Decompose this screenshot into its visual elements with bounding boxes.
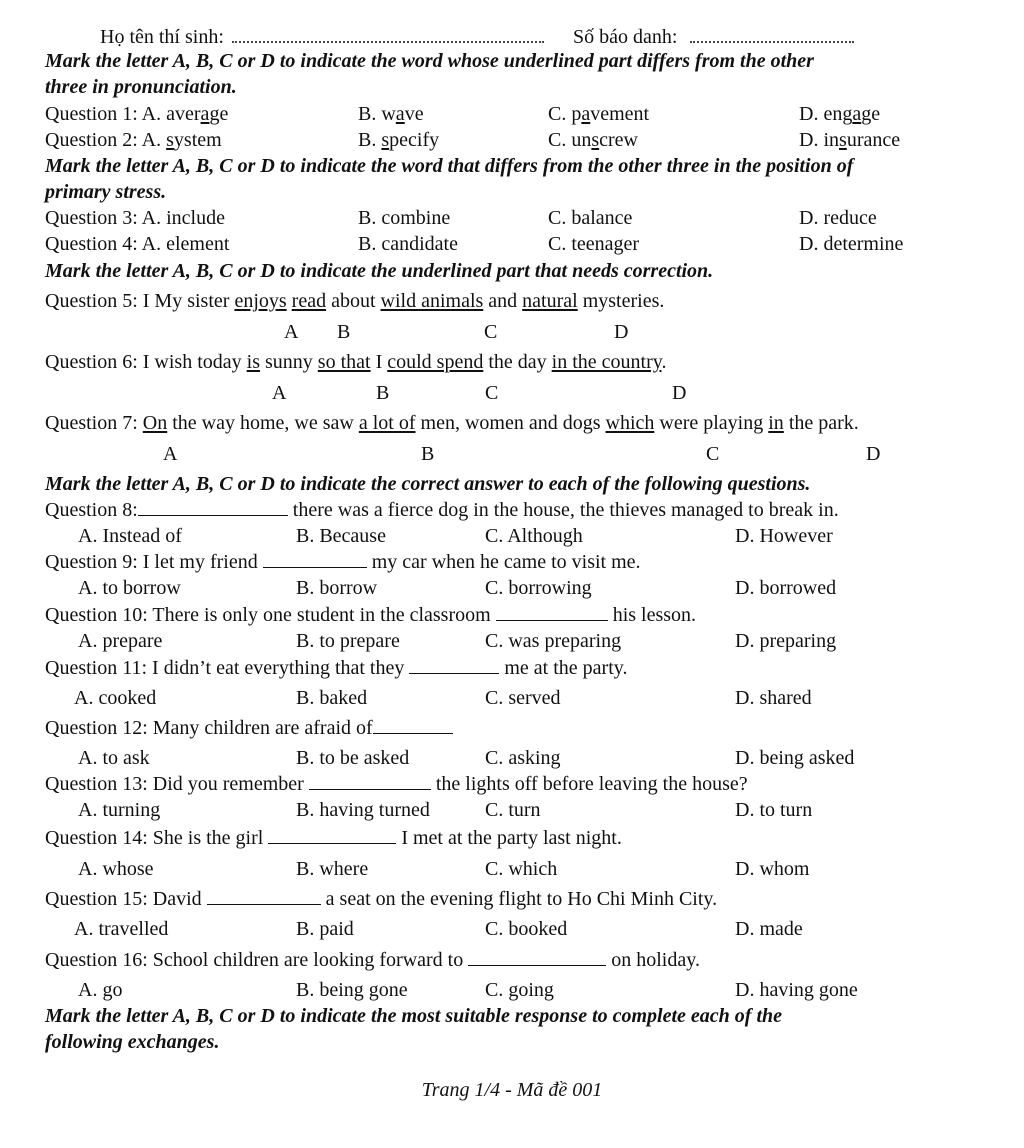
question-stem: Question 8: there was a fierce dog in the house, the thieves managed to break in. [45, 499, 839, 521]
question-stem: Question 9: I let my friend my car when he came to visit me. [45, 551, 641, 573]
option-b: B. to prepare [296, 630, 400, 652]
option-b: B. baked [296, 687, 368, 709]
marker-b: B [376, 382, 390, 404]
question-10 [0, 602, 1024, 628]
option-a: A. go [78, 979, 123, 1001]
option-d: D. being asked [735, 747, 855, 769]
option-c: C. which [485, 858, 558, 880]
option-d: D. insurance [799, 129, 901, 151]
question-13 [0, 771, 1024, 797]
instruction-text: Mark the letter A, B, C or D to indicate the word whose underlined part differs from the other [45, 50, 814, 72]
option-b: B. Because [296, 525, 386, 547]
option-c: C. borrowing [485, 577, 592, 599]
option-a: A. turning [78, 799, 161, 821]
page-footer [0, 1077, 1024, 1103]
option-b: B. where [296, 858, 369, 880]
section1-instruction [0, 48, 1024, 74]
question-stem: Question 12: Many children are afraid of [45, 715, 453, 741]
marker-d: D [614, 321, 629, 343]
question-stem: Question 15: David a seat on the evening flight to Ho Chi Minh City. [45, 888, 718, 910]
option-d: D. made [735, 918, 803, 940]
section5-instruction-cont [0, 1029, 1024, 1055]
section2-instruction-cont [0, 179, 1024, 205]
option-c: C. Although [485, 525, 583, 547]
option-a: A. to ask [78, 747, 150, 769]
marker-b: B [421, 443, 435, 465]
marker-d: D [672, 382, 687, 404]
marker-a: A [272, 382, 287, 404]
option-d: D. to turn [735, 799, 813, 821]
option-c: C. going [485, 979, 554, 1001]
answer-blank [409, 657, 499, 674]
question-9-options [0, 575, 1024, 601]
instruction-text: following exchanges. [45, 1031, 220, 1053]
option-b: B. borrow [296, 577, 378, 599]
answer-blank [496, 604, 608, 621]
option-a: A. Instead of [78, 525, 182, 547]
option-a: A. cooked [74, 687, 157, 709]
question-15 [0, 886, 1024, 912]
question-sentence: Question 5: I My sister enjoys read about wild animals and natural mysteries. [45, 290, 665, 312]
question-stem: Question 13: Did you remember the lights off before leaving the house? [45, 773, 748, 795]
marker-a: A [163, 443, 178, 465]
option-b: B. specify [358, 129, 440, 151]
candidate-name-field[interactable] [232, 24, 544, 50]
option-a: A. prepare [78, 630, 163, 652]
question-8 [0, 497, 1024, 523]
option-d: D. engage [799, 103, 881, 125]
option-d: D. whom [735, 858, 810, 880]
question-13-options [0, 797, 1024, 823]
marker-d: D [866, 443, 881, 465]
option-b: B. wave [358, 103, 424, 125]
option-d: D. reduce [799, 207, 877, 229]
option-b: B. combine [358, 207, 451, 229]
option-d: D. borrowed [735, 577, 837, 599]
option-b: B. being gone [296, 979, 408, 1001]
question-7 [0, 410, 1024, 436]
answer-blank [268, 827, 396, 844]
option-b: B. candidate [358, 233, 458, 255]
question-10-options [0, 628, 1024, 654]
option-c: C. was preparing [485, 630, 622, 652]
instruction-text: Mark the letter A, B, C or D to indicate the most suitable response to complete each of the [45, 1005, 783, 1027]
instruction-text: three in pronunciation. [45, 76, 237, 98]
question-11 [0, 655, 1024, 681]
instruction-text: Mark the letter A, B, C or D to indicate the correct answer to each of the following questions. [45, 473, 811, 495]
marker-b: B [337, 321, 351, 343]
question-12 [0, 715, 1024, 741]
marker-c: C [706, 443, 720, 465]
question-8-options [0, 523, 1024, 549]
question-1 [0, 101, 1024, 127]
section2-instruction [0, 153, 1024, 179]
section4-instruction [0, 471, 1024, 497]
instruction-text: Mark the letter A, B, C or D to indicate the underlined part that needs correction. [45, 260, 714, 282]
answer-blank [138, 499, 288, 516]
option-c: C. balance [548, 207, 633, 229]
section5-instruction [0, 1003, 1024, 1029]
instruction-text: Mark the letter A, B, C or D to indicate the word that differs from the other three in the position of [45, 155, 854, 177]
option-d: D. determine [799, 233, 904, 255]
candidate-name-label: Họ tên thí sinh: [100, 26, 224, 48]
answer-blank [263, 551, 367, 568]
question-16-options [0, 977, 1024, 1003]
question-9 [0, 549, 1024, 575]
answer-blank [309, 773, 431, 790]
question-12-options [0, 745, 1024, 771]
question-label: Question 1: A. average [45, 103, 229, 125]
option-b: B. to be asked [296, 747, 410, 769]
option-d: D. preparing [735, 630, 837, 652]
question-stem: Question 14: She is the girl I met at the party last night. [45, 827, 622, 849]
question-stem: Question 11: I didn’t eat everything that they me at the party. [45, 657, 628, 679]
question-6 [0, 349, 1024, 375]
candidate-id-field[interactable] [690, 24, 854, 50]
question-2 [0, 127, 1024, 153]
option-c: C. booked [485, 918, 568, 940]
option-b: B. paid [296, 918, 354, 940]
question-label: Question 2: A. system [45, 129, 222, 151]
option-d: D. shared [735, 687, 812, 709]
question-stem: Question 10: There is only one student in the classroom his lesson. [45, 604, 697, 626]
option-c: C. turn [485, 799, 541, 821]
instruction-text: primary stress. [45, 181, 167, 203]
section3-instruction [0, 258, 1024, 284]
footer-text: Trang 1/4 - Mã đề 001 [421, 1079, 603, 1101]
option-a: A. travelled [74, 918, 169, 940]
question-sentence: Question 7: On the way home, we saw a lot of men, women and dogs which were playing in the park. [45, 412, 859, 434]
option-c: C. unscrew [548, 129, 638, 151]
option-a: A. to borrow [78, 577, 181, 599]
option-c: C. asking [485, 747, 561, 769]
option-c: C. teenager [548, 233, 640, 255]
question-15-options [0, 916, 1024, 942]
header-row [0, 24, 1024, 50]
answer-blank [207, 888, 321, 905]
question-14 [0, 825, 1024, 851]
answer-blank [468, 949, 606, 966]
question-stem: Question 16: School children are looking forward to on holiday. [45, 949, 700, 971]
option-c: C. served [485, 687, 561, 709]
question-label: Question 3: A. include [45, 207, 225, 229]
question-14-options [0, 856, 1024, 882]
question-4 [0, 231, 1024, 257]
question-11-options [0, 685, 1024, 711]
option-b: B. having turned [296, 799, 430, 821]
option-d: D. having gone [735, 979, 858, 1001]
question-3 [0, 205, 1024, 231]
answer-blank [373, 717, 453, 734]
section1-instruction-cont [0, 74, 1024, 100]
question-7-markers [0, 441, 1024, 467]
candidate-id-label: Số báo danh: [573, 26, 678, 48]
marker-c: C [485, 382, 499, 404]
question-16 [0, 947, 1024, 973]
question-5 [0, 288, 1024, 314]
marker-a: A [284, 321, 299, 343]
option-d: D. However [735, 525, 833, 547]
question-sentence: Question 6: I wish today is sunny so that I could spend the day in the country. [45, 351, 667, 373]
marker-c: C [484, 321, 498, 343]
question-5-markers [0, 319, 1024, 345]
option-a: A. whose [78, 858, 154, 880]
question-label: Question 4: A. element [45, 233, 230, 255]
question-6-markers [0, 380, 1024, 406]
option-c: C. pavement [548, 103, 650, 125]
